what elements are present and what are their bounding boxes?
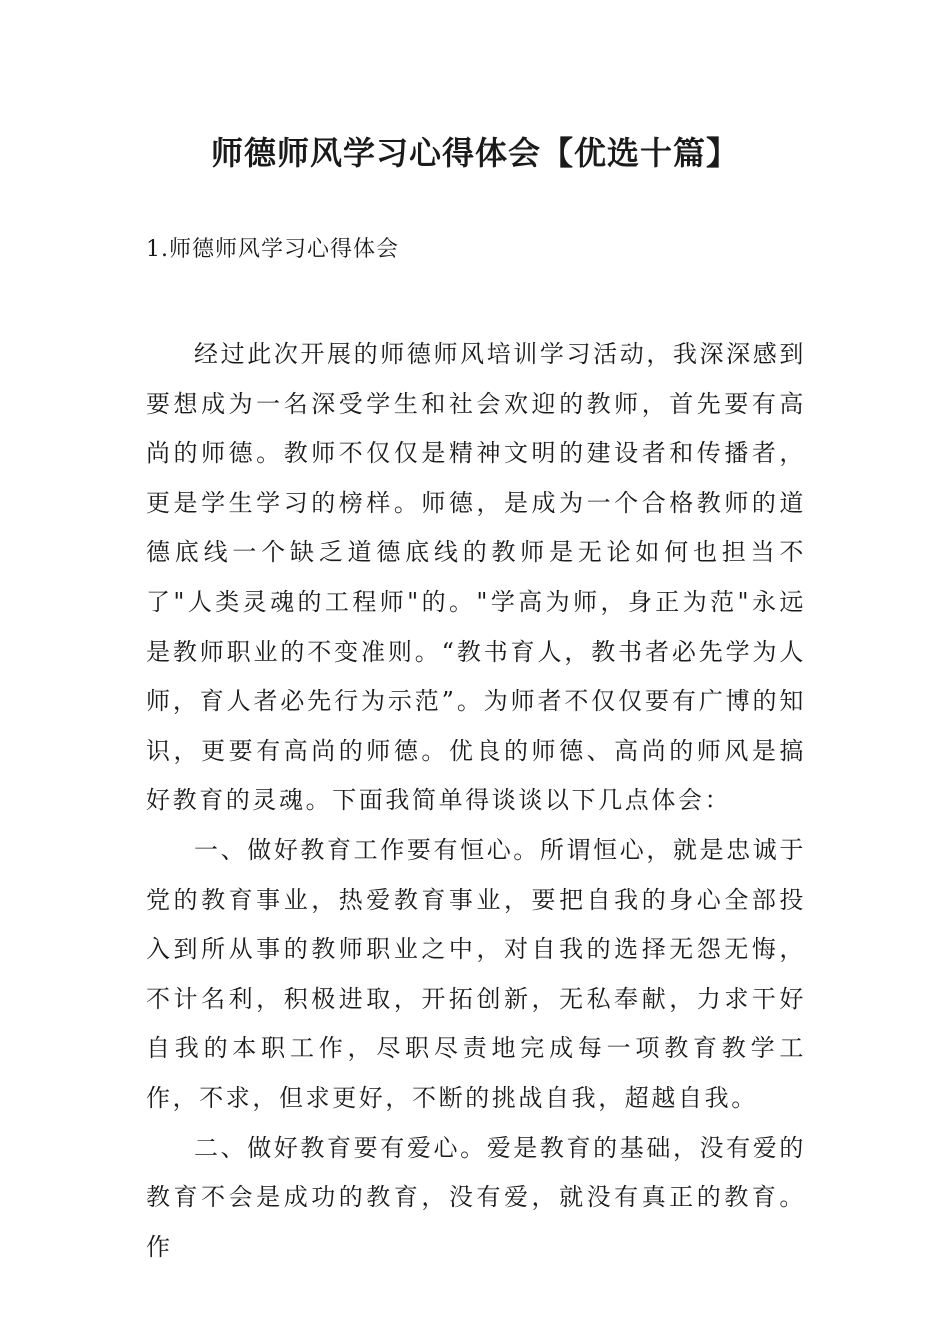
body-paragraph-love: 二、做好教育要有爱心。爱是教育的基础，没有爱的教育不会是成功的教育，没有爱，就没有真正的教育。作 bbox=[146, 1133, 806, 1261]
body-paragraph-intro: 经过此次开展的师德师风培训学习活动，我深深感到要想成为一名深受学生和社会欢迎的教师，首先要有高尚的师德。教师不仅仅是精神文明的建设者和传播者，更是学生学习的榜样。师德，是成为一个合格教师的道德底线一个缺乏道德底线的教师是无论如何也担当不了"人类灵魂的工程师"的。"学高为师，身正为范"永远是教师职业的不变准则。“教书育人，教书者必先学为人师，育人者必先行为示范”。为师者不仅仅要有广博的知识，更要有高尚的师德。优良的师德、高尚的师风是搞好教育的灵魂。下面我简单得谈谈以下几点体会： bbox=[146, 340, 806, 815]
section-heading: 1.师德师风学习心得体会 bbox=[146, 237, 399, 262]
document-body bbox=[146, 330, 806, 1272]
document-title: 师德师风学习心得体会【优选十篇】 bbox=[210, 134, 739, 172]
body-paragraph-perseverance: 一、做好教育工作要有恒心。所谓恒心，就是忠诚于党的教育事业，热爱教育事业，要把自我的身心全部投入到所从事的教师职业之中，对自我的选择无怨无悔，不计名利，积极进取，开拓创新，无私奉献，力求干好自我的本职工作，尽职尽责地完成每一项教育教学工作，不求，但求更好，不断的挑战自我，超越自我。 bbox=[146, 835, 806, 1112]
